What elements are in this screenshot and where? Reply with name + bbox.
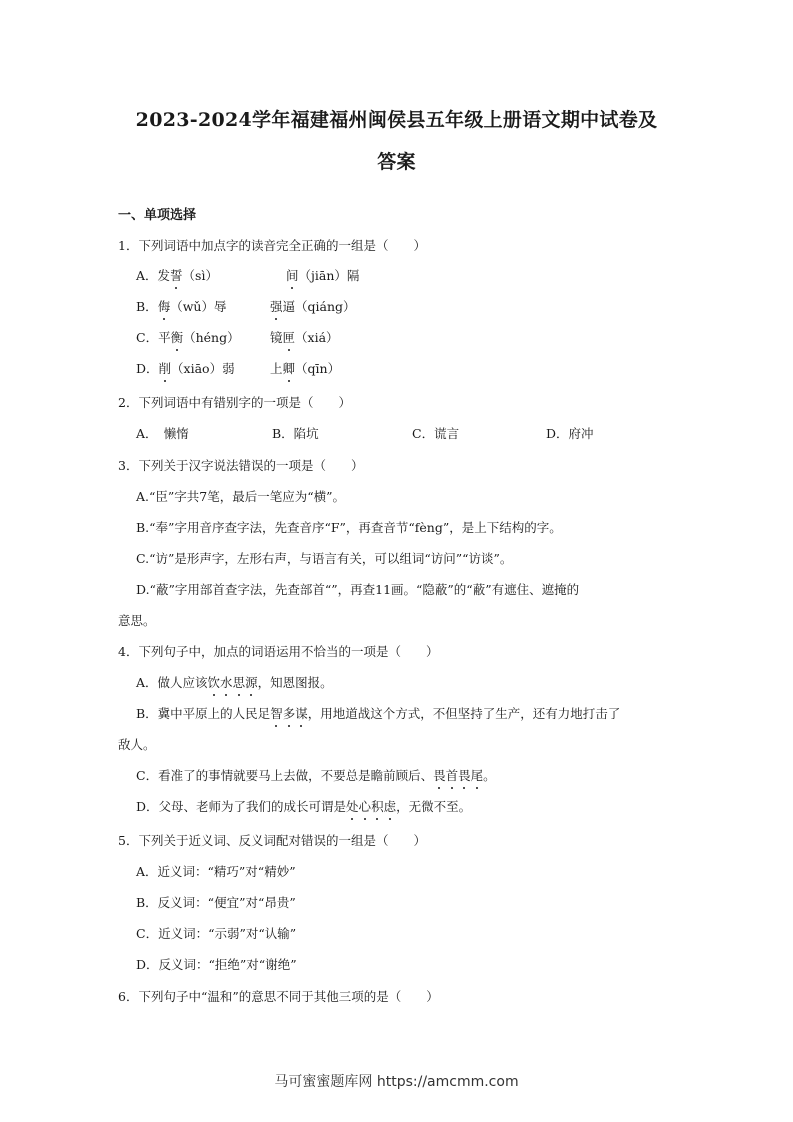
question-4-option-a — [136, 674, 333, 692]
dotted-char: 畏 — [433, 768, 446, 783]
option-text: 。 — [483, 768, 496, 783]
question-3-option-b: B.“奉”字用音序查字法，先查音序“F”，再查音节“fèng”，是上下结构的字。 — [136, 520, 562, 535]
section-heading: 一、单项选择 — [118, 208, 197, 223]
dotted-char: 匣 — [282, 330, 296, 345]
option-text: 上 — [270, 361, 283, 376]
option-text: （sì） — [182, 268, 218, 283]
question-3-stem: 3．下列关于汉字说法错误的一项是（ ） — [118, 458, 364, 473]
question-1-stem: 1．下列词语中加点字的读音完全正确的一组是（ ） — [118, 238, 426, 253]
question-1-option-d — [136, 360, 235, 378]
dotted-char — [270, 706, 308, 721]
question-4-stem: 4．下列句子中，加点的词语运用不恰当的一项是（ ） — [118, 644, 439, 659]
dotted-char: 饮 — [207, 675, 221, 690]
option-text: A．发 — [136, 268, 171, 283]
footer-watermark: 马可蜜蜜题库网 https://amcmm.com — [274, 1074, 519, 1090]
question-1-option-b-second — [270, 298, 356, 316]
question-1-option-b — [136, 298, 226, 316]
question-2-option-b: B．陷坑 — [272, 426, 319, 441]
option-text: A．做人应该 — [136, 675, 208, 690]
option-text: D． — [136, 361, 159, 376]
dotted-char: 心 — [358, 799, 372, 814]
question-3-option-c: C.“访”是形声字，左形右声，与语言有关，可以组词“访问”“访谈”。 — [136, 551, 513, 566]
question-2-option-a: A． 懒惰 — [136, 426, 189, 441]
question-5-option-a: A．近义词：“精巧”对“精妙” — [136, 864, 296, 879]
document-title-line1: 2023-2024学年福建福州闽侯县五年级上册语文期中试卷及 — [135, 109, 658, 131]
dotted-char: 誓 — [170, 268, 183, 283]
question-2-stem: 2．下列词语中有错别字的一项是（ ） — [118, 395, 351, 410]
dotted-char — [208, 675, 258, 690]
option-text: C．看准了的事情就要马上去做，不要总是瞻前顾后、 — [136, 768, 434, 783]
question-4-option-c — [136, 767, 496, 785]
dotted-char: 智 — [270, 706, 283, 721]
question-3-option-d: D.“蔽”字用部首查字法，先查部首“”，再查11画。“隐蔽”的“蔽”有遮住、遮掩的 — [136, 582, 580, 597]
option-text: B． — [136, 299, 158, 314]
dotted-char — [346, 799, 396, 814]
question-4-option-b — [136, 705, 620, 723]
option-text: （héng） — [183, 330, 240, 345]
document-title-line2: 答案 — [377, 151, 416, 173]
option-text: C．平 — [136, 330, 171, 345]
option-text: ，无微不至。 — [396, 799, 472, 814]
dotted-char: 畏 — [458, 768, 471, 783]
option-text: （jiān）隔 — [298, 268, 360, 283]
option-text: 镜 — [270, 330, 283, 345]
question-1-option-c — [136, 329, 240, 347]
dotted-char: 多 — [282, 706, 296, 721]
dotted-char: 尾 — [470, 768, 484, 783]
dotted-char: 强 — [270, 299, 283, 314]
question-2-option-d: D．府冲 — [546, 426, 594, 441]
dotted-char: 虑 — [383, 799, 397, 814]
option-text: （xiāo）弱 — [171, 361, 235, 376]
option-text: B．冀中平原上的人民足 — [136, 706, 271, 721]
question-1-option-d-second — [270, 360, 340, 378]
question-3-option-d-continued: 意思。 — [118, 613, 156, 628]
question-5-option-d: D．反义词：“拒绝”对“谢绝” — [136, 957, 297, 972]
dotted-char: 侮 — [157, 299, 171, 314]
dotted-char: 首 — [445, 768, 459, 783]
question-1-option-c-second — [270, 329, 339, 347]
option-text: ，知恩图报。 — [257, 675, 333, 690]
question-4-option-b-continued: 敌人。 — [118, 737, 156, 752]
dotted-char: 源 — [245, 675, 258, 690]
question-5-stem: 5．下列关于近义词、反义词配对错误的一组是（ ） — [118, 833, 426, 848]
dotted-char: 间 — [286, 268, 299, 283]
dotted-char: 衡 — [170, 330, 184, 345]
question-5-option-c: C．近义词：“示弱”对“认输” — [136, 926, 297, 941]
dotted-char: 水 — [220, 675, 233, 690]
option-text: D．父母、老师为了我们的成长可谓是 — [136, 799, 347, 814]
option-text: （qīn） — [295, 361, 341, 376]
option-text: ，用地道战这个方式，不但坚持了生产，还有力地打击了 — [307, 706, 621, 721]
dotted-char: 思 — [232, 675, 246, 690]
option-text: （wǔ）辱 — [170, 299, 227, 314]
dotted-char — [433, 768, 483, 783]
option-text: 逼（qiáng） — [282, 299, 356, 314]
question-1-option-a-second — [286, 267, 359, 285]
question-1-option-a — [136, 267, 218, 285]
dotted-char: 卿 — [282, 361, 296, 376]
option-text: （xiá） — [295, 330, 339, 345]
dotted-char: 积 — [371, 799, 384, 814]
dotted-char: 谋 — [295, 706, 308, 721]
dotted-char: 削 — [158, 361, 172, 376]
question-5-option-b: B．反义词：“便宜”对“昂贵” — [136, 895, 296, 910]
dotted-word — [208, 675, 258, 690]
dotted-char: 处 — [346, 799, 359, 814]
question-3-option-a: A.“臣”字共7笔，最后一笔应为“横”。 — [136, 489, 346, 504]
question-6-stem: 6．下列句子中“温和”的意思不同于其他三项的是（ ） — [118, 989, 439, 1004]
question-2-option-c: C．谎言 — [412, 426, 460, 441]
question-4-option-d — [136, 798, 471, 816]
